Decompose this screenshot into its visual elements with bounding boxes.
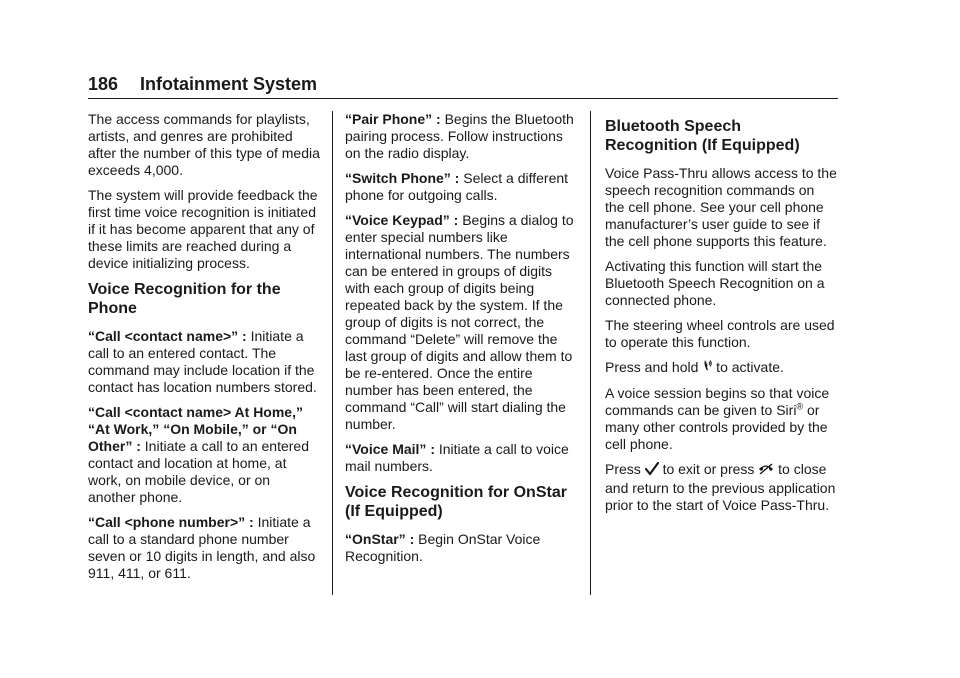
text-run: to close and return to the previous application prior to the start of Voice Pass-Thru. (605, 461, 836, 513)
command-term: “Call <contact name> At Home,” “At Work,” “On Mobile,” or “On Other” : (88, 404, 303, 454)
command-description: Begins a dialog to enter special numbers like international numbers. The numbers can be entered in groups of digits with each group of digits being repeated back by the system. If the group of digits is not correct, the command “Delete” will remove the last group of digits and allow them to be re-entered. Once the entire number has been entered, the command “Call” will start dialing the number. (345, 212, 574, 432)
column-right (605, 111, 837, 522)
command-entry (345, 441, 577, 475)
text-run: to exit or press (658, 461, 759, 478)
command-entry (88, 404, 320, 506)
checkmark-icon (645, 462, 659, 480)
command-term: “Voice Keypad” : (345, 212, 459, 228)
header-rule (88, 98, 838, 99)
command-description: Initiate a call to a standard phone number seven or 10 digits in length, and also 911, 411, or 611. (88, 514, 316, 581)
page-number: 186 (88, 74, 119, 94)
command-description: Begins the Bluetooth pairing process. Follow instructions on the radio display. (345, 111, 574, 161)
text-run: or many other controls provided by the cell phone. (605, 402, 828, 453)
page-header (88, 72, 838, 98)
column-middle (345, 111, 577, 573)
column-divider (590, 111, 591, 595)
paragraph: The system will provide feedback the first time voice recognition is initiated if it has become apparent that any of these limits are reached during a device initializing process. (88, 187, 318, 271)
command-entry (88, 328, 320, 396)
command-description: Begin OnStar Voice Recognition. (345, 531, 541, 564)
text-run: Press and hold (605, 359, 703, 375)
command-term: “Call <contact name>” : (88, 328, 247, 344)
section-title: Infotainment System (140, 74, 318, 94)
command-term: “Voice Mail” : (345, 441, 435, 457)
paragraph: Voice Pass-Thru allows access to the speech recognition commands on the cell phone. See your cell phone manufacturer’s user guide to see if the cell phone supports this feature. (605, 165, 837, 249)
paragraph (605, 359, 837, 377)
end-call-icon (758, 462, 774, 479)
command-term: “OnStar” : (345, 531, 415, 547)
command-description: Select a different phone for outgoing calls. (345, 170, 569, 203)
command-entry (345, 212, 577, 433)
command-term: “Switch Phone” : (345, 170, 460, 186)
paragraph (605, 461, 837, 513)
column-divider (332, 111, 333, 595)
paragraph: The steering wheel controls are used to operate this function. (605, 317, 835, 350)
paragraph: Activating this function will start the Bluetooth Speech Recognition on a connected phone. (605, 258, 825, 308)
text-run: A voice session begins so that voice commands can be given to Siri (605, 385, 830, 419)
registered-mark: ® (796, 401, 804, 412)
command-term: “Call <phone number>” : (88, 514, 254, 530)
command-description: Initiate a call to voice mail numbers. (345, 441, 569, 474)
command-description: Initiate a call to an entered contact. The command may include location if the contact has location numbers stored. (88, 328, 317, 395)
command-entry (88, 514, 320, 582)
subsection-heading: Bluetooth Speech Recognition (If Equipped) (605, 118, 800, 154)
command-term: “Pair Phone” : (345, 111, 441, 127)
command-description: Initiate a call to an entered contact and location at home, at work, on mobile device, or on another phone. (88, 438, 309, 505)
paragraph: The access commands for playlists, artists, and genres are prohibited after the number of this type of media exceeds 4,000. (88, 111, 320, 178)
subsection-heading: Voice Recognition for the Phone (88, 281, 281, 317)
command-entry (345, 170, 577, 204)
push-to-talk-icon (702, 359, 712, 377)
subsection-heading: Voice Recognition for OnStar (If Equipped) (345, 484, 567, 520)
command-entry (345, 531, 577, 565)
paragraph (605, 385, 837, 453)
text-run: to activate. (712, 359, 784, 375)
command-entry (345, 111, 577, 162)
column-left (88, 111, 320, 590)
text-run: Press (605, 461, 645, 478)
